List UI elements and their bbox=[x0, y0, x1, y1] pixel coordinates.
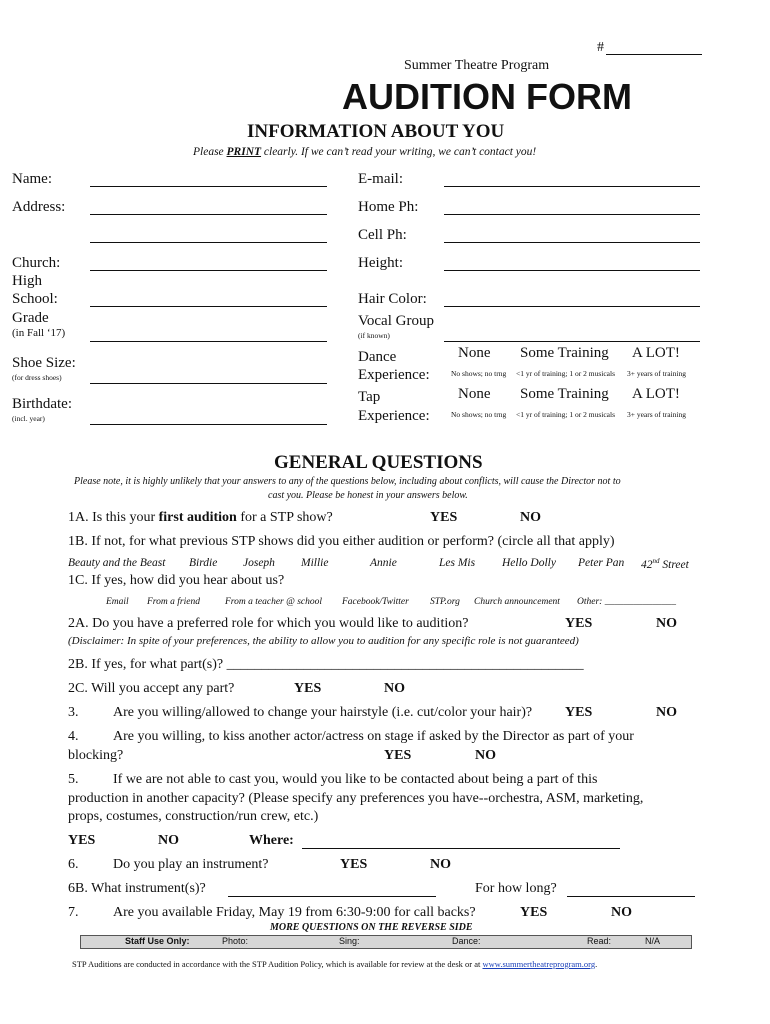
cell-phone-label: Cell Ph: bbox=[358, 227, 407, 243]
tap-label-2: Experience: bbox=[358, 408, 430, 424]
vocal-group-label: Vocal Group bbox=[358, 313, 434, 329]
dance-alot-note: 3+ years of training bbox=[627, 369, 687, 378]
high-label: High bbox=[12, 273, 42, 289]
source-teacher[interactable]: From a teacher @ school bbox=[225, 597, 323, 607]
instrument-field[interactable] bbox=[228, 896, 436, 897]
question-6b: 6B. What instrument(s)? bbox=[68, 881, 206, 896]
address-field-1[interactable] bbox=[90, 214, 327, 215]
where-label: Where: bbox=[249, 833, 294, 848]
tap-option-some[interactable]: Some Training bbox=[520, 386, 609, 402]
dance-none-note: No shows; no trng bbox=[451, 369, 507, 378]
dance-label-2: Experience: bbox=[358, 367, 430, 383]
question-7-number: 7. bbox=[68, 905, 79, 920]
question-6: Do you play an instrument? bbox=[113, 857, 269, 872]
cell-phone-field[interactable] bbox=[444, 242, 700, 243]
home-phone-field[interactable] bbox=[444, 214, 700, 215]
q4-no[interactable]: NO bbox=[475, 748, 496, 763]
grade-note: (in Fall ‘17) bbox=[12, 327, 66, 339]
church-field[interactable] bbox=[90, 270, 327, 271]
question-1c: 1C. If yes, how did you hear about us? bbox=[68, 573, 285, 588]
q5-yes[interactable]: YES bbox=[68, 833, 96, 848]
q2c-yes[interactable]: YES bbox=[294, 681, 322, 696]
church-label: Church: bbox=[12, 255, 61, 271]
dance-option-some[interactable]: Some Training bbox=[520, 345, 609, 361]
question-5-number: 5. bbox=[68, 772, 79, 787]
q1a-no[interactable]: NO bbox=[520, 510, 541, 525]
q5-no[interactable]: NO bbox=[158, 833, 179, 848]
name-field[interactable] bbox=[90, 186, 327, 187]
tap-option-none[interactable]: None bbox=[458, 386, 491, 402]
birthdate-field[interactable] bbox=[90, 424, 327, 425]
how-long-field[interactable] bbox=[567, 896, 695, 897]
show-les-mis[interactable]: Les Mis bbox=[439, 557, 476, 569]
q2a-no[interactable]: NO bbox=[656, 616, 677, 631]
dance-label-1: Dance bbox=[358, 349, 397, 365]
source-facebook-twitter[interactable]: Facebook/Twitter bbox=[342, 597, 409, 607]
staff-dance: Dance: bbox=[452, 936, 481, 946]
more-questions-note: MORE QUESTIONS ON THE REVERSE SIDE bbox=[270, 922, 473, 933]
source-email[interactable]: Email bbox=[106, 597, 129, 607]
source-other[interactable]: Other: _______________ bbox=[577, 597, 676, 607]
print-instruction: Please PRINT clearly. If we can’t read your writing, we can’t contact you! bbox=[193, 146, 537, 158]
section-info-heading: INFORMATION ABOUT YOU bbox=[247, 121, 505, 142]
shoe-size-note: (for dress shoes) bbox=[12, 373, 62, 382]
tap-alot-note: 3+ years of training bbox=[627, 410, 687, 419]
height-label: Height: bbox=[358, 255, 403, 271]
how-long-label: For how long? bbox=[475, 881, 557, 896]
dance-option-none[interactable]: None bbox=[458, 345, 491, 361]
high-school-field[interactable] bbox=[90, 306, 327, 307]
form-number-label: # bbox=[597, 40, 604, 55]
general-note-1: Please note, it is highly unlikely that your answers to any of the questions below, including about conflicts, will cause the Director not to bbox=[74, 476, 621, 487]
form-title: AUDITION FORM bbox=[342, 76, 632, 117]
hair-color-field[interactable] bbox=[444, 306, 700, 307]
general-note-2: cast you. Please be honest in your answers below. bbox=[268, 490, 468, 501]
footer-website-link[interactable]: www.summertheatreprogram.org bbox=[482, 959, 596, 969]
q1a-yes[interactable]: YES bbox=[430, 510, 458, 525]
show-annie[interactable]: Annie bbox=[370, 557, 397, 569]
staff-read: Read: bbox=[587, 936, 612, 946]
dance-some-note: <1 yr of training; 1 or 2 musicals bbox=[516, 369, 616, 378]
source-friend[interactable]: From a friend bbox=[147, 597, 200, 607]
show-millie[interactable]: Millie bbox=[301, 557, 329, 569]
q4-yes[interactable]: YES bbox=[384, 748, 412, 763]
program-name: Summer Theatre Program bbox=[404, 58, 550, 73]
staff-use-label: Staff Use Only: bbox=[125, 936, 190, 946]
vocal-group-note: (if known) bbox=[358, 331, 390, 340]
email-field[interactable] bbox=[444, 186, 700, 187]
q3-yes[interactable]: YES bbox=[565, 705, 593, 720]
tap-option-alot[interactable]: A LOT! bbox=[632, 386, 680, 402]
show-beauty-and-the-beast[interactable]: Beauty and the Beast bbox=[68, 557, 166, 569]
general-questions-heading: GENERAL QUESTIONS bbox=[274, 452, 483, 473]
question-5-line-3: props, costumes, construction/run crew, etc.) bbox=[68, 809, 319, 824]
birthdate-label: Birthdate: bbox=[12, 396, 72, 412]
show-42nd-street[interactable]: 42nd Street bbox=[641, 557, 689, 571]
question-2c: 2C. Will you accept any part? bbox=[68, 681, 235, 696]
address-field-2[interactable] bbox=[90, 242, 327, 243]
show-birdie[interactable]: Birdie bbox=[189, 557, 218, 569]
grade-label: Grade bbox=[12, 310, 49, 326]
question-5: If we are not able to cast you, would you like to be contacted about being a part of this bbox=[113, 772, 598, 787]
q2c-no[interactable]: NO bbox=[384, 681, 405, 696]
hair-color-label: Hair Color: bbox=[358, 291, 427, 307]
question-2b[interactable]: 2B. If yes, for what part(s)? ___________________________________________________ bbox=[68, 657, 584, 672]
q2a-yes[interactable]: YES bbox=[565, 616, 593, 631]
show-hello-dolly[interactable]: Hello Dolly bbox=[502, 557, 556, 569]
question-4: Are you willing, to kiss another actor/actress on stage if asked by the Director as part of your bbox=[113, 729, 634, 744]
tap-label-1: Tap bbox=[358, 389, 381, 405]
source-church[interactable]: Church announcement bbox=[474, 597, 560, 607]
vocal-group-field[interactable] bbox=[444, 341, 700, 342]
source-stp-org[interactable]: STP.org bbox=[430, 597, 460, 607]
question-2a: 2A. Do you have a preferred role for which you would like to audition? bbox=[68, 616, 469, 631]
show-peter-pan[interactable]: Peter Pan bbox=[578, 557, 625, 569]
disclaimer: (Disclaimer: In spite of your preferences, the ability to allow you to audition for any specific role is not guaranteed) bbox=[68, 635, 579, 647]
shoe-size-field[interactable] bbox=[90, 383, 327, 384]
question-3-number: 3. bbox=[68, 705, 79, 720]
q3-no[interactable]: NO bbox=[656, 705, 677, 720]
question-6-number: 6. bbox=[68, 857, 79, 872]
form-number-field[interactable] bbox=[606, 54, 702, 55]
question-4-number: 4. bbox=[68, 729, 79, 744]
home-phone-label: Home Ph: bbox=[358, 199, 419, 215]
q7-no[interactable]: NO bbox=[611, 905, 632, 920]
staff-use-bar bbox=[80, 935, 692, 949]
dance-option-alot[interactable]: A LOT! bbox=[632, 345, 680, 361]
q6-no[interactable]: NO bbox=[430, 857, 451, 872]
question-3: Are you willing/allowed to change your hairstyle (i.e. cut/color your hair)? bbox=[113, 705, 533, 720]
question-7: Are you available Friday, May 19 from 6:30-9:00 for call backs? bbox=[113, 905, 476, 920]
staff-sing: Sing: bbox=[339, 936, 360, 946]
show-joseph[interactable]: Joseph bbox=[243, 557, 275, 569]
staff-photo: Photo: bbox=[222, 936, 249, 946]
q7-yes[interactable]: YES bbox=[520, 905, 548, 920]
where-field[interactable] bbox=[302, 848, 620, 849]
tap-none-note: No shows; no trng bbox=[451, 410, 507, 419]
staff-na: N/A bbox=[645, 936, 661, 946]
question-1b: 1B. If not, for what previous STP shows did you either audition or perform? (circle all that apply) bbox=[68, 534, 615, 549]
q6-yes[interactable]: YES bbox=[340, 857, 368, 872]
birthdate-note: (incl. year) bbox=[12, 414, 45, 423]
height-field[interactable] bbox=[444, 270, 700, 271]
tap-some-note: <1 yr of training; 1 or 2 musicals bbox=[516, 410, 616, 419]
name-label: Name: bbox=[12, 171, 52, 187]
footer-policy: STP Auditions are conducted in accordance with the STP Audition Policy, which is available for review at the desk or at www.summertheatreprogram.org. bbox=[72, 959, 598, 969]
question-5-line-2: production in another capacity? (Please specify any preferences you have--orchestra, ASM, marketing, bbox=[68, 791, 644, 806]
email-label: E-mail: bbox=[358, 171, 403, 187]
address-label: Address: bbox=[12, 199, 66, 215]
shoe-size-label: Shoe Size: bbox=[12, 355, 76, 371]
school-label: School: bbox=[12, 291, 58, 307]
question-4-cont: blocking? bbox=[68, 748, 124, 763]
question-1a: 1A. Is this your first audition for a STP show? bbox=[68, 510, 333, 525]
grade-field[interactable] bbox=[90, 341, 327, 342]
